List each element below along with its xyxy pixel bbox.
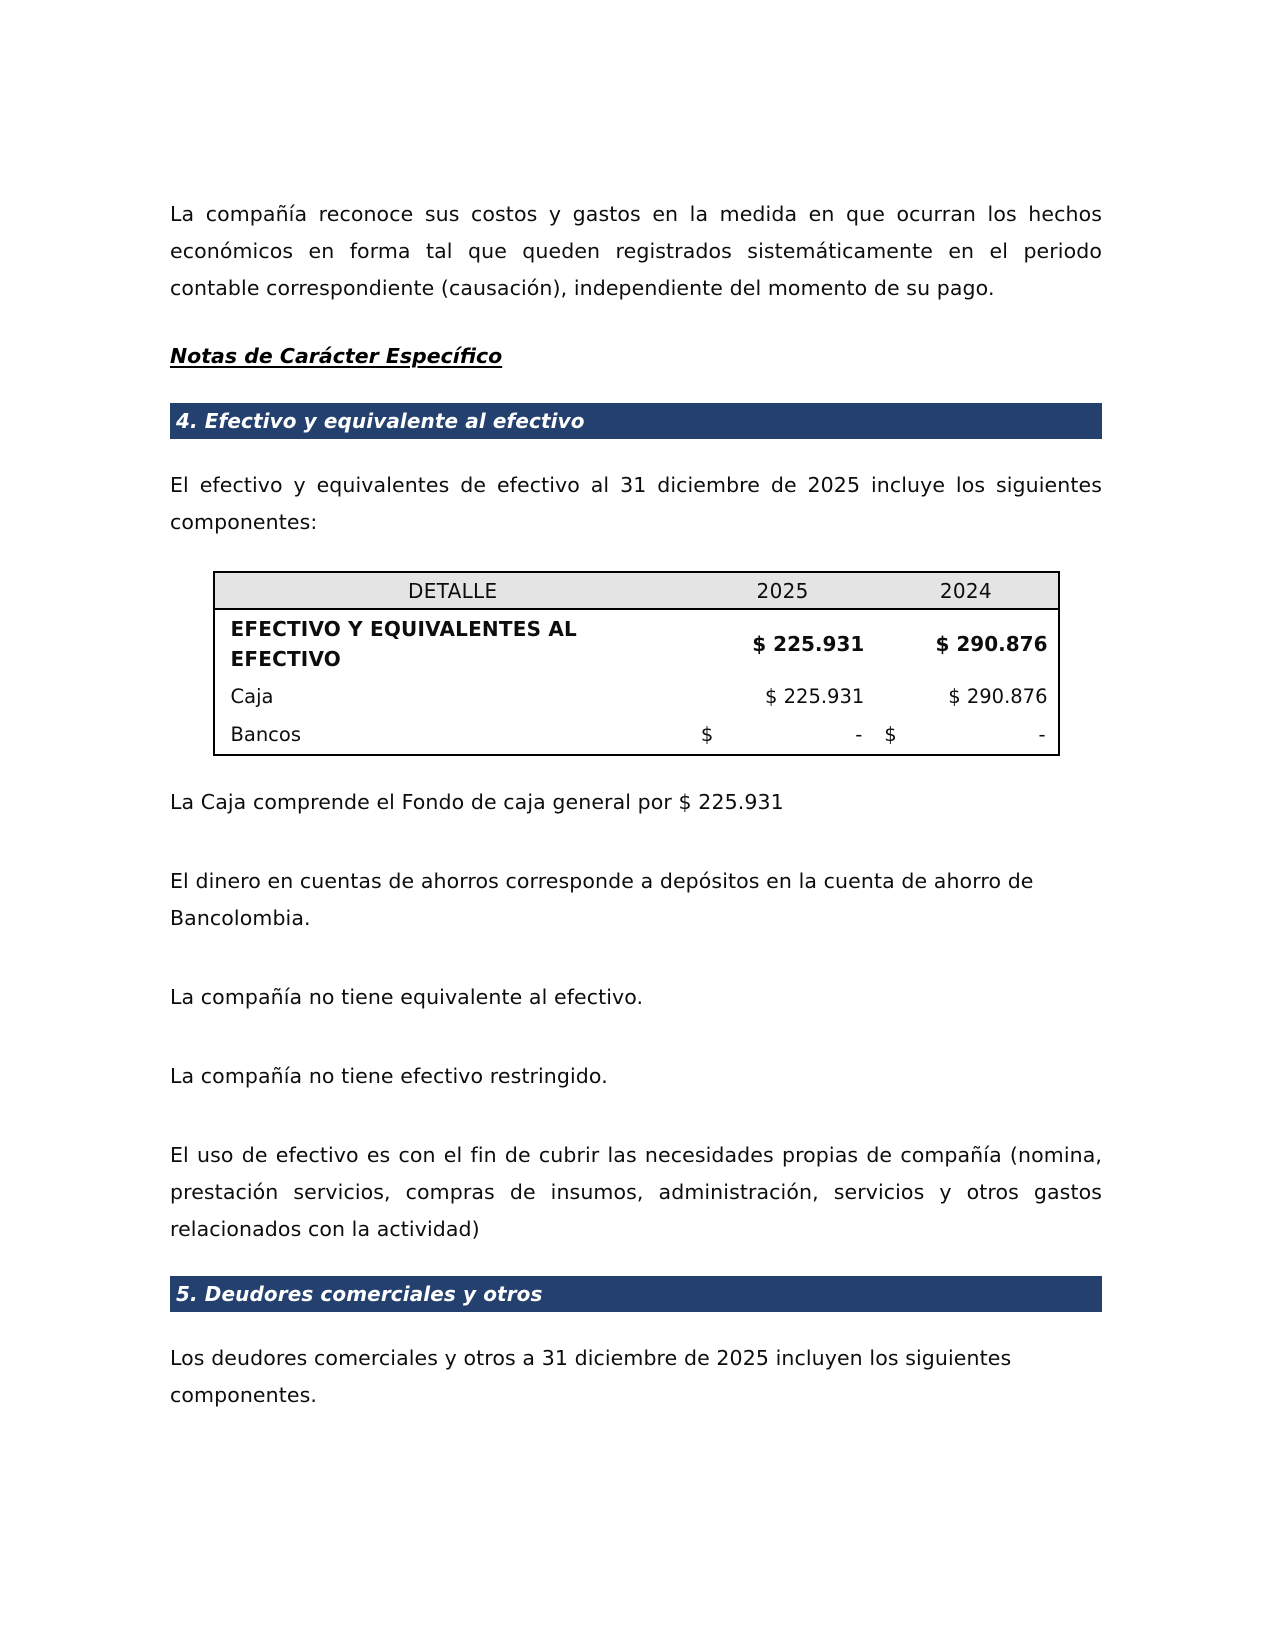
column-header-2025: 2025 [691, 572, 874, 609]
section-heading-4 [170, 403, 1102, 439]
cell-2024: $ 290.876 [874, 678, 1058, 716]
table-row [214, 609, 1059, 678]
cell-2025: $ 225.931 [752, 632, 865, 656]
table-row [214, 716, 1059, 755]
cell-detalle: Caja [214, 678, 691, 716]
cell-detalle: EFECTIVO Y EQUIVALENTES AL EFECTIVO [214, 609, 691, 678]
table-header-row [214, 572, 1059, 609]
paragraph-uso-efectivo: El uso de efectivo es con el fin de cubrir las necesidades propias de compañía (nomina, prestación servicios, compras de insumos, administración, servicios y otros gastos relacionados con la actividad) [170, 1143, 1102, 1241]
currency-value: - [1038, 723, 1046, 746]
section-heading-5-label: 5. Deudores comerciales y otros [176, 1282, 543, 1306]
page-content [170, 196, 1102, 1438]
table-efectivo-wrapper [170, 571, 1102, 756]
paragraph-caja-fondo: La Caja comprende el Fondo de caja general por $ 225.931 [170, 790, 784, 814]
paragraph-no-equivalente: La compañía no tiene equivalente al efectivo. [170, 985, 644, 1009]
cell-2025 [691, 716, 874, 755]
table-header [214, 572, 1059, 609]
subtitle-notas-caracter-especifico [170, 339, 1102, 373]
subtitle-text: Notas de Carácter Específico [170, 344, 503, 368]
cell-2024: $ 290.876 [874, 609, 1058, 678]
paragraph-deudores-intro: Los deudores comerciales y otros a 31 diciembre de 2025 incluyen los siguientes componentes. [170, 1346, 1012, 1407]
paragraph-no-restringido: La compañía no tiene efectivo restringido. [170, 1064, 608, 1088]
currency-symbol: $ [700, 723, 714, 746]
currency-value: - [855, 723, 863, 746]
money-cell [882, 720, 1047, 750]
cell-2025: $ 225.931 [765, 685, 865, 708]
section-heading-4-label: 4. Efectivo y equivalente al efectivo [176, 409, 585, 433]
currency-symbol: $ [884, 723, 897, 746]
table-row [214, 678, 1059, 716]
cell-detalle: Bancos [214, 716, 691, 755]
money-cell [699, 720, 864, 750]
column-header-detalle: DETALLE [214, 572, 691, 609]
table-body [214, 609, 1059, 755]
paragraph-costos-gastos: La compañía reconoce sus costos y gastos en la medida en que ocurran los hechos económicos en forma tal que queden registrados sistemáticamente en el periodo contable correspondiente (causación), independiente del momento de su pago. [170, 202, 1102, 300]
paragraph-dinero-ahorros: El dinero en cuentas de ahorros corresponde a depósitos en la cuenta de ahorro de Bancolombia. [170, 869, 1034, 930]
cell-2024 [874, 716, 1058, 755]
section-heading-5 [170, 1276, 1102, 1312]
table-efectivo [213, 571, 1060, 756]
column-header-2024: 2024 [874, 572, 1058, 609]
paragraph-efectivo-intro: El efectivo y equivalentes de efectivo al 31 diciembre de 2025 incluye los siguientes componentes: [170, 473, 1102, 534]
